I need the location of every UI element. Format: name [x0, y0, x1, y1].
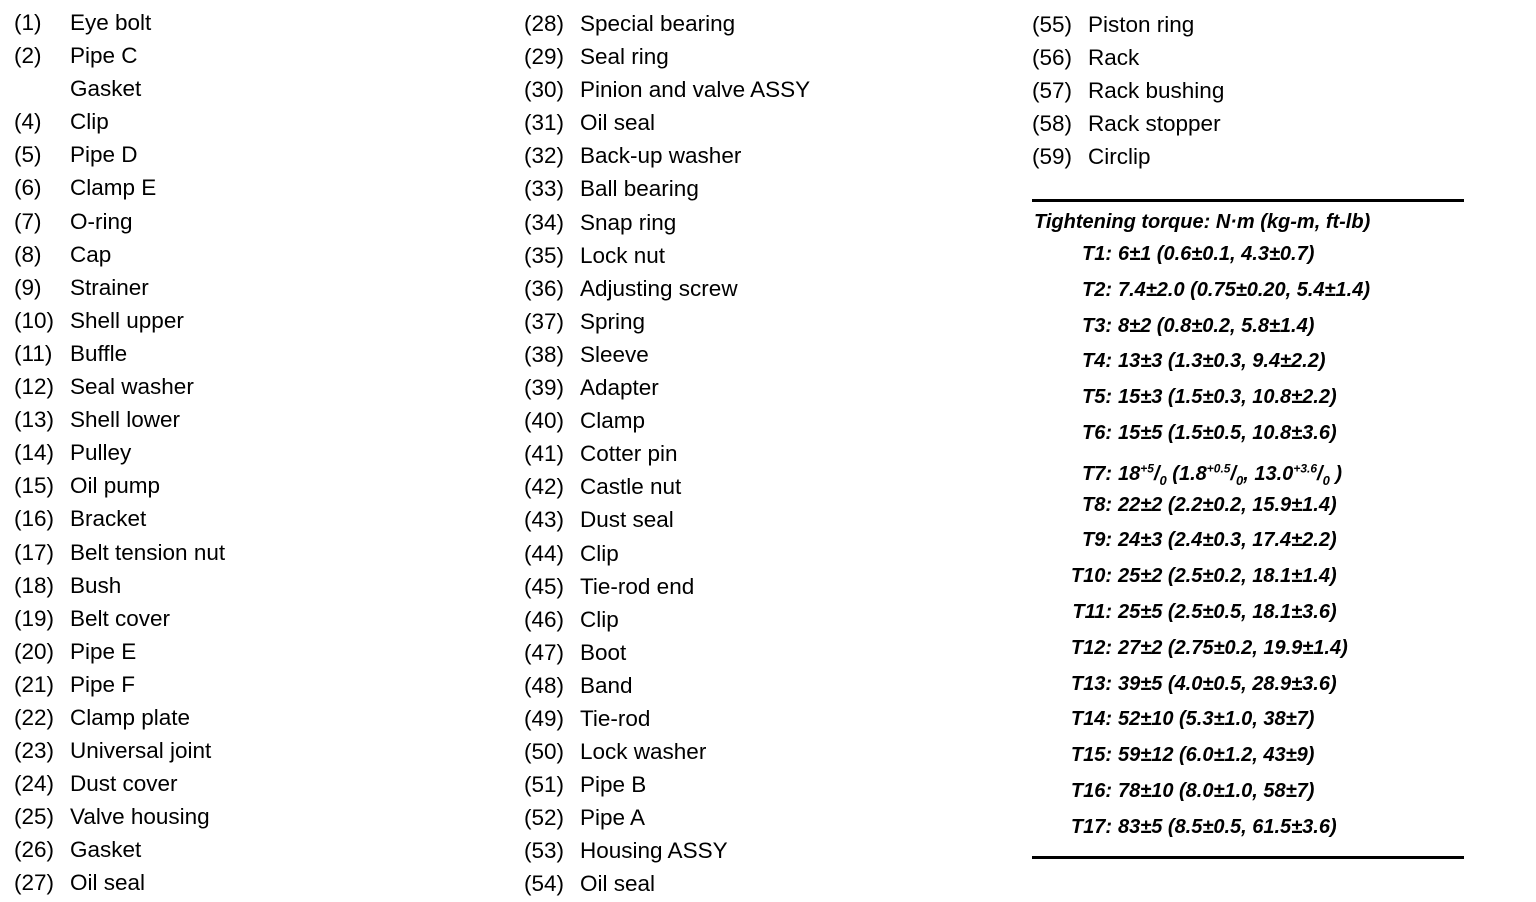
part-item	[524, 635, 810, 668]
torque-sub: 0	[1322, 473, 1330, 489]
part-item	[14, 138, 225, 171]
part-item	[14, 833, 225, 866]
torque-value: 27±2 (2.75±0.2, 19.9±1.4)	[1118, 636, 1348, 659]
torque-top-rule	[1032, 199, 1464, 202]
torque-value: 6±1 (0.6±0.1, 4.3±0.7)	[1118, 243, 1315, 265]
part-item	[524, 469, 810, 502]
part-item	[14, 734, 225, 767]
torque-row	[1034, 631, 1370, 667]
parts-list-right	[1032, 6, 1224, 171]
part-number: (48)	[524, 672, 565, 698]
part-item	[524, 569, 810, 602]
part-number: (2)	[14, 43, 42, 69]
torque-row	[1034, 523, 1370, 559]
part-name: Pipe A	[580, 805, 646, 831]
part-number: (13)	[14, 407, 55, 433]
torque-row	[1034, 380, 1370, 416]
torque-row	[1034, 702, 1370, 738]
torque-sup: +3.6	[1293, 461, 1318, 476]
torque-label: T6:	[1082, 421, 1112, 444]
torque-title: Tightening torque: N·m (kg-m, ft-lb)	[1034, 211, 1371, 233]
part-number	[14, 72, 70, 105]
part-name: Belt cover	[70, 605, 171, 631]
part-name: Strainer	[70, 274, 149, 300]
part-item	[14, 800, 225, 833]
part-name: Dust cover	[70, 771, 178, 797]
part-name: Gasket	[70, 837, 142, 863]
part-number: (43)	[524, 507, 565, 533]
part-item	[524, 238, 810, 271]
part-name: Piston ring	[1088, 12, 1195, 37]
part-number: (37)	[524, 308, 565, 334]
part-item	[14, 436, 225, 469]
part-item	[524, 502, 810, 535]
part-item	[524, 701, 810, 734]
part-name: O-ring	[70, 208, 133, 234]
part-name: Rack bushing	[1088, 78, 1225, 104]
torque-label: T1:	[1082, 243, 1112, 265]
torque-row	[1034, 810, 1370, 846]
torque-row	[1034, 559, 1370, 595]
torque-value: 59±12 (6.0±1.2, 43±9)	[1118, 744, 1315, 767]
part-name: Band	[580, 672, 633, 698]
part-number: (25)	[14, 804, 55, 830]
torque-value: 24±3 (2.4±0.3, 17.4±2.2)	[1118, 529, 1337, 552]
part-item	[14, 171, 225, 204]
part-item	[14, 39, 225, 72]
part-name: Seal washer	[70, 374, 194, 400]
part-number: (55)	[1032, 12, 1073, 37]
torque-label: T3:	[1082, 314, 1112, 337]
part-name: Pipe F	[70, 671, 136, 697]
part-name: Clamp E	[70, 175, 157, 201]
part-item	[14, 72, 225, 105]
part-name: Lock washer	[580, 739, 707, 765]
part-name: Pulley	[70, 440, 132, 466]
torque-value: 22±2 (2.2±0.2, 15.9±1.4)	[1118, 493, 1337, 516]
part-number: (5)	[14, 142, 42, 168]
torque-value: 13±3 (1.3±0.3, 9.4±2.2)	[1118, 350, 1326, 373]
torque-label: T15:	[1070, 744, 1112, 767]
part-number: (24)	[14, 771, 55, 797]
torque-rows	[1034, 237, 1370, 846]
part-item	[524, 536, 810, 569]
torque-value: 78±10 (8.0±1.0, 58±7)	[1118, 779, 1315, 802]
part-item	[14, 271, 225, 304]
part-item	[14, 370, 225, 403]
part-item	[1032, 39, 1224, 72]
part-name: Seal ring	[580, 44, 669, 70]
part-name: Oil pump	[70, 473, 161, 499]
part-number: (50)	[524, 739, 565, 765]
part-item	[14, 701, 225, 734]
part-name: Shell upper	[70, 307, 184, 333]
parts-list-middle	[524, 6, 810, 900]
torque-value: 15±5 (1.5±0.5, 10.8±3.6)	[1118, 421, 1337, 444]
part-name: Sleeve	[580, 341, 649, 367]
torque-sup: +5	[1140, 461, 1154, 476]
part-number: (22)	[14, 704, 55, 730]
parts-list-left	[14, 6, 225, 900]
torque-nm: 18	[1118, 463, 1141, 486]
torque-kgm: (1.8	[1166, 463, 1207, 486]
part-name: Castle nut	[580, 474, 682, 500]
part-name: Special bearing	[580, 11, 736, 36]
part-number: (32)	[524, 143, 565, 169]
torque-value: 15±3 (1.5±0.3, 10.8±2.2)	[1118, 386, 1337, 409]
part-item	[14, 6, 225, 39]
part-item	[524, 602, 810, 635]
part-item	[14, 337, 225, 370]
part-number: (19)	[14, 605, 55, 631]
part-number: (41)	[524, 441, 565, 467]
part-name: Snap ring	[580, 209, 677, 235]
part-name: Universal joint	[70, 738, 212, 764]
part-name: Pinion and valve ASSY	[580, 77, 811, 103]
part-number: (12)	[14, 374, 55, 400]
part-number: (16)	[14, 506, 55, 532]
part-number: (45)	[524, 573, 565, 599]
torque-label: T7:	[1082, 463, 1112, 486]
part-name: Spring	[580, 308, 646, 334]
part-number: (40)	[524, 408, 565, 434]
torque-label: T14:	[1070, 708, 1112, 731]
part-item	[1032, 72, 1224, 105]
torque-value: 83±5 (8.5±0.5, 61.5±3.6)	[1118, 815, 1337, 838]
part-item	[524, 138, 810, 171]
torque-bottom-rule	[1032, 856, 1464, 859]
torque-row	[1034, 774, 1370, 810]
part-name: Valve housing	[70, 804, 210, 830]
part-item	[14, 205, 225, 238]
torque-value: 52±10 (5.3±1.0, 38±7)	[1118, 708, 1315, 731]
part-item	[524, 271, 810, 304]
part-number: (53)	[524, 838, 565, 864]
part-name: Cotter pin	[580, 441, 678, 467]
part-name: Housing ASSY	[580, 838, 728, 864]
part-name: Rack	[1088, 45, 1140, 71]
torque-sub: 0	[1159, 473, 1167, 489]
part-number: (9)	[14, 274, 42, 300]
part-item	[1032, 105, 1224, 138]
part-item	[524, 800, 810, 833]
part-number: (29)	[524, 44, 565, 70]
torque-row	[1034, 273, 1370, 309]
torque-label: T16:	[1070, 779, 1112, 802]
part-number: (42)	[524, 474, 565, 500]
part-number: (52)	[524, 805, 565, 831]
part-item	[524, 767, 810, 800]
part-number: (21)	[14, 671, 55, 697]
part-name: Pipe E	[70, 638, 137, 664]
part-number: (57)	[1032, 78, 1073, 104]
part-item	[14, 403, 225, 436]
part-name: Dust seal	[580, 507, 674, 533]
part-item	[524, 105, 810, 138]
torque-close: )	[1329, 463, 1343, 486]
part-item	[14, 635, 225, 668]
part-item	[14, 502, 225, 535]
torque-value: 25±2 (2.5±0.2, 18.1±1.4)	[1118, 565, 1337, 588]
part-number: (20)	[14, 638, 55, 664]
part-number: (51)	[524, 772, 565, 798]
part-name: Shell lower	[70, 407, 181, 433]
part-item	[524, 171, 810, 204]
part-name: Tie-rod end	[580, 573, 695, 599]
part-number: (10)	[14, 307, 55, 333]
part-item	[14, 469, 225, 502]
torque-value: $18^{+5}/_0$ ($1.8^{+0.5}/_0$, $13.0^{+3.6}/_0$ )	[1118, 461, 1343, 489]
part-item	[1032, 6, 1224, 39]
part-number: (14)	[14, 440, 55, 466]
part-item	[524, 403, 810, 436]
torque-row	[1034, 309, 1370, 345]
part-item	[14, 304, 225, 337]
part-item	[524, 734, 810, 767]
part-name: Oil seal	[580, 110, 656, 136]
torque-label: T17:	[1070, 815, 1112, 838]
part-name: Adjusting screw	[580, 275, 738, 301]
part-item	[1032, 138, 1224, 171]
torque-value: 39±5 (4.0±0.5, 28.9±3.6)	[1118, 672, 1337, 695]
part-number: (58)	[1032, 111, 1073, 137]
part-number: (36)	[524, 275, 565, 301]
part-number: (34)	[524, 209, 565, 235]
torque-label: T9:	[1082, 529, 1112, 552]
torque-ftlb: , 13.0	[1243, 463, 1294, 486]
part-name: Circlip	[1088, 144, 1151, 170]
part-name: Bracket	[70, 506, 147, 532]
torque-label: T13:	[1070, 672, 1112, 695]
torque-label: T11:	[1072, 600, 1112, 623]
part-number: (46)	[524, 606, 565, 632]
part-number: (11)	[14, 340, 53, 366]
part-item	[14, 105, 225, 138]
torque-label: T2:	[1082, 278, 1112, 301]
part-item	[524, 833, 810, 866]
part-name: Boot	[580, 639, 627, 665]
part-name: Bush	[70, 572, 122, 598]
part-name: Cap	[70, 241, 112, 267]
part-name: Pipe D	[70, 142, 138, 168]
part-item	[524, 304, 810, 337]
part-name: Rack stopper	[1088, 111, 1221, 137]
torque-row	[1034, 452, 1370, 488]
part-name: Lock nut	[580, 242, 666, 268]
torque-row	[1034, 488, 1370, 524]
part-name: Clip	[70, 109, 109, 135]
part-number: (35)	[524, 242, 565, 268]
part-number: (18)	[14, 572, 55, 598]
part-number: (17)	[14, 539, 55, 565]
part-number: (28)	[524, 11, 565, 36]
part-number: (26)	[14, 837, 55, 863]
part-name: Ball bearing	[580, 176, 699, 202]
part-item	[524, 205, 810, 238]
part-number: (30)	[524, 77, 565, 103]
torque-row	[1034, 344, 1370, 380]
torque-row	[1034, 416, 1370, 452]
part-name: Tie-rod	[580, 705, 651, 731]
part-item	[524, 668, 810, 701]
part-number: (49)	[524, 705, 565, 731]
part-name: Clip	[580, 606, 619, 632]
part-number: (39)	[524, 375, 565, 401]
part-item	[14, 569, 225, 602]
torque-value: 7.4±2.0 (0.75±0.20, 5.4±1.4)	[1118, 278, 1370, 301]
part-name: Clamp plate	[70, 704, 191, 730]
torque-row	[1034, 595, 1370, 631]
torque-row	[1034, 738, 1370, 774]
part-item	[524, 72, 810, 105]
part-item	[524, 436, 810, 469]
part-number: (6)	[14, 175, 42, 201]
part-number: (23)	[14, 738, 55, 764]
torque-value: 8±2 (0.8±0.2, 5.8±1.4)	[1118, 314, 1315, 337]
part-number: (54)	[524, 871, 565, 897]
part-number: (59)	[1032, 144, 1073, 170]
part-number: (44)	[524, 540, 565, 566]
part-name: Pipe B	[580, 772, 647, 798]
torque-label: T5:	[1082, 386, 1112, 409]
part-number: (47)	[524, 639, 565, 665]
part-name: Clamp	[580, 408, 646, 434]
torque-label: T4:	[1082, 350, 1112, 373]
torque-row	[1034, 237, 1370, 273]
part-number: (7)	[14, 208, 42, 234]
part-number: (1)	[14, 10, 42, 35]
part-name: Back-up washer	[580, 143, 742, 169]
part-name: Buffle	[70, 340, 128, 366]
part-item	[14, 866, 225, 899]
torque-label: T12:	[1070, 636, 1112, 659]
part-name: Clip	[580, 540, 619, 566]
part-item	[524, 337, 810, 370]
part-item	[524, 866, 810, 899]
part-number: (8)	[14, 241, 42, 267]
torque-sup: +0.5	[1206, 461, 1231, 476]
torque-value: 25±5 (2.5±0.5, 18.1±3.6)	[1118, 600, 1337, 623]
part-number: (4)	[14, 109, 42, 135]
part-number: (56)	[1032, 45, 1073, 71]
part-item	[524, 6, 810, 39]
torque-label: T8:	[1082, 493, 1112, 516]
part-name: Pipe C	[70, 43, 138, 69]
part-item	[14, 668, 225, 701]
torque-table	[1034, 207, 1370, 846]
part-item	[14, 767, 225, 800]
part-item	[14, 536, 225, 569]
part-number: (15)	[14, 473, 55, 499]
part-item	[14, 238, 225, 271]
part-item	[524, 370, 810, 403]
part-number: (33)	[524, 176, 565, 202]
part-name: Eye bolt	[70, 10, 152, 35]
part-name: Oil seal	[580, 871, 656, 897]
part-name: Gasket	[70, 76, 142, 102]
torque-label: T10:	[1070, 565, 1112, 588]
part-number: (31)	[524, 110, 565, 136]
torque-sub: 0	[1236, 473, 1244, 489]
part-item	[524, 39, 810, 72]
part-number: (27)	[14, 870, 55, 896]
part-number: (38)	[524, 341, 565, 367]
part-name: Oil seal	[70, 870, 146, 896]
part-item	[14, 602, 225, 635]
part-name: Adapter	[580, 375, 659, 401]
torque-row	[1034, 667, 1370, 703]
part-name: Belt tension nut	[70, 539, 226, 565]
